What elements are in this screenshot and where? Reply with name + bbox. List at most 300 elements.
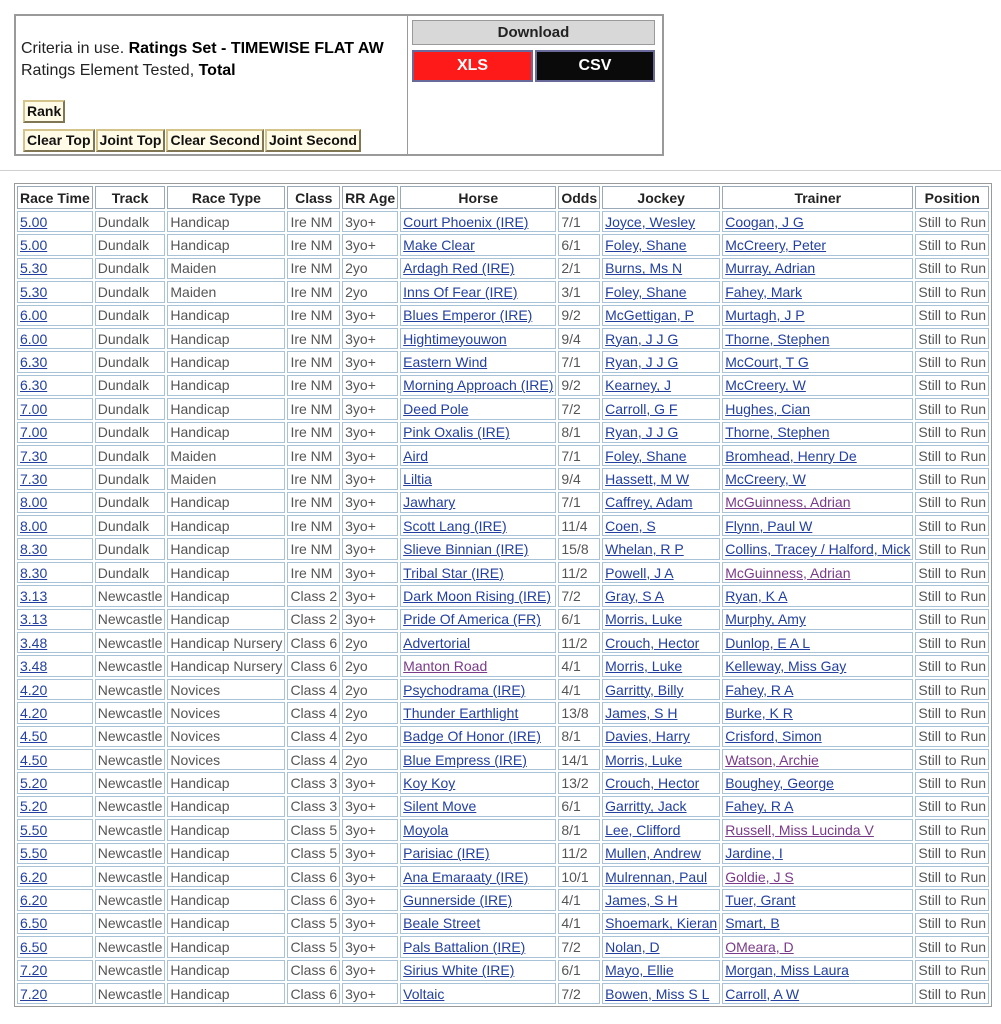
jockey-link[interactable]: Burns, Ms N <box>605 260 683 277</box>
jockey-link[interactable]: Lee, Clifford <box>605 821 681 838</box>
horse-link[interactable]: Pals Battalion (IRE) <box>403 938 526 955</box>
race-time-link[interactable]: 7.00 <box>20 424 48 441</box>
cell-rr-age: 3yo+ <box>342 351 398 372</box>
horse-link[interactable]: Deed Pole <box>403 400 469 417</box>
cell-horse <box>400 632 556 653</box>
race-time-link[interactable]: 3.13 <box>20 611 48 628</box>
jockey-link[interactable]: McGettigan, P <box>605 307 694 324</box>
table-row <box>17 515 989 536</box>
horse-link[interactable]: Scott Lang (IRE) <box>403 517 507 534</box>
cell-odds: 11/2 <box>558 562 600 583</box>
cell-position: Still to Run <box>915 960 989 981</box>
horse-link[interactable]: Ana Emaraaty (IRE) <box>403 868 529 885</box>
cell-jockey <box>602 211 720 232</box>
jockey-link[interactable]: Powell, J A <box>605 564 674 581</box>
clear-top-button[interactable]: Clear Top <box>23 129 95 152</box>
cell-track: Newcastle <box>95 983 166 1004</box>
cell-rr-age: 3yo+ <box>342 960 398 981</box>
race-time-link[interactable]: 5.50 <box>20 845 48 862</box>
race-time-link[interactable]: 8.30 <box>20 564 48 581</box>
cell-odds: 9/4 <box>558 328 600 349</box>
jockey-link[interactable]: Kearney, J <box>605 377 672 394</box>
horse-link[interactable]: Badge Of Honor (IRE) <box>403 728 541 745</box>
jockey-link[interactable]: Crouch, Hector <box>605 775 700 792</box>
jockey-link[interactable]: Ryan, J J G <box>605 330 679 347</box>
results-body <box>17 211 989 1004</box>
cell-race-type: Handicap <box>167 211 285 232</box>
cell-horse <box>400 960 556 981</box>
horse-link[interactable]: Ardagh Red (IRE) <box>403 260 515 277</box>
cell-rr-age: 3yo+ <box>342 445 398 466</box>
cell-race-time <box>17 866 93 887</box>
cell-race-time <box>17 398 93 419</box>
cell-race-time <box>17 538 93 559</box>
cell-race-time <box>17 609 93 630</box>
cell-trainer <box>722 375 913 396</box>
horse-link[interactable]: Court Phoenix (IRE) <box>403 213 529 230</box>
horse-link[interactable]: Hightimeyouwon <box>403 330 507 347</box>
cell-jockey <box>602 702 720 723</box>
jockey-link[interactable]: Foley, Shane <box>605 447 687 464</box>
jockey-link[interactable]: Morris, Luke <box>605 611 683 628</box>
horse-link[interactable]: Blue Empress (IRE) <box>403 751 527 768</box>
cell-class: Ire NM <box>287 351 340 372</box>
cell-rr-age: 2yo <box>342 679 398 700</box>
jockey-link[interactable]: Mayo, Ellie <box>605 962 674 979</box>
trainer-link[interactable]: Thorne, Stephen <box>725 330 830 347</box>
cell-race-type: Novices <box>167 679 285 700</box>
column-header-jockey: Jockey <box>602 186 720 209</box>
cell-track: Newcastle <box>95 960 166 981</box>
cell-odds: 7/1 <box>558 492 600 513</box>
cell-horse <box>400 258 556 279</box>
table-row <box>17 351 989 372</box>
column-header-trainer: Trainer <box>722 186 913 209</box>
horse-link[interactable]: Manton Road <box>403 658 488 675</box>
jockey-link[interactable]: Garritty, Billy <box>605 681 684 698</box>
cell-race-type: Handicap <box>167 960 285 981</box>
jockey-link[interactable]: Mullen, Andrew <box>605 845 701 862</box>
cell-position: Still to Run <box>915 515 989 536</box>
cell-odds: 11/2 <box>558 843 600 864</box>
trainer-link[interactable]: Collins, Tracey / Halford, Mick <box>725 541 911 558</box>
cell-class: Class 6 <box>287 866 340 887</box>
cell-track: Newcastle <box>95 889 166 910</box>
cell-class: Class 3 <box>287 772 340 793</box>
cell-horse <box>400 679 556 700</box>
cell-trainer <box>722 585 913 606</box>
cell-position: Still to Run <box>915 843 989 864</box>
cell-race-time <box>17 819 93 840</box>
table-row <box>17 281 989 302</box>
joint-top-button[interactable]: Joint Top <box>96 129 166 152</box>
cell-track: Dundalk <box>95 468 166 489</box>
cell-class: Class 4 <box>287 726 340 747</box>
race-time-link[interactable]: 4.50 <box>20 751 48 768</box>
cell-position: Still to Run <box>915 305 989 326</box>
trainer-link[interactable]: Carroll, A W <box>725 985 800 1002</box>
horse-link[interactable]: Voltaic <box>403 985 445 1002</box>
cell-race-time <box>17 234 93 255</box>
jockey-link[interactable]: Coen, S <box>605 517 656 534</box>
jockey-link[interactable]: Foley, Shane <box>605 283 687 300</box>
race-time-link[interactable]: 6.50 <box>20 915 48 932</box>
cell-position: Still to Run <box>915 936 989 957</box>
cell-race-type: Handicap <box>167 422 285 443</box>
cell-trainer <box>722 772 913 793</box>
table-row <box>17 538 989 559</box>
cell-race-type: Handicap <box>167 866 285 887</box>
cell-rr-age: 3yo+ <box>342 609 398 630</box>
trainer-link[interactable]: McGuinness, Adrian <box>725 564 851 581</box>
race-time-link[interactable]: 3.13 <box>20 587 48 604</box>
cell-position: Still to Run <box>915 375 989 396</box>
race-time-link[interactable]: 7.30 <box>20 470 48 487</box>
divider <box>0 170 1001 171</box>
trainer-link[interactable]: Russell, Miss Lucinda V <box>725 821 874 838</box>
trainer-link[interactable]: Flynn, Paul W <box>725 517 813 534</box>
jockey-link[interactable]: Shoemark, Kieran <box>605 915 718 932</box>
cell-race-type: Handicap <box>167 328 285 349</box>
horse-link[interactable]: Slieve Binnian (IRE) <box>403 541 529 558</box>
jockey-link[interactable]: Caffrey, Adam <box>605 494 693 511</box>
horse-link[interactable]: Eastern Wind <box>403 354 488 371</box>
trainer-link[interactable]: Tuer, Grant <box>725 892 796 909</box>
cell-rr-age: 2yo <box>342 258 398 279</box>
trainer-link[interactable]: Dunlop, E A L <box>725 634 811 651</box>
jockey-link[interactable]: Crouch, Hector <box>605 634 700 651</box>
cell-odds: 6/1 <box>558 234 600 255</box>
trainer-link[interactable]: Morgan, Miss Laura <box>725 962 849 979</box>
cell-trainer <box>722 328 913 349</box>
cell-position: Still to Run <box>915 632 989 653</box>
table-row <box>17 843 989 864</box>
cell-class: Class 5 <box>287 843 340 864</box>
race-time-link[interactable]: 5.20 <box>20 775 48 792</box>
jockey-link[interactable]: Nolan, D <box>605 938 660 955</box>
column-header-class: Class <box>287 186 340 209</box>
trainer-link[interactable]: Fahey, Mark <box>725 283 802 300</box>
jockey-link[interactable]: Gray, S A <box>605 587 665 604</box>
jockey-link[interactable]: James, S H <box>605 892 678 909</box>
trainer-link[interactable]: Murphy, Amy <box>725 611 806 628</box>
cell-track: Newcastle <box>95 679 166 700</box>
cell-horse <box>400 819 556 840</box>
trainer-link[interactable]: Fahey, R A <box>725 681 794 698</box>
race-time-link[interactable]: 4.20 <box>20 681 48 698</box>
cell-horse <box>400 328 556 349</box>
trainer-link[interactable]: Fahey, R A <box>725 798 794 815</box>
race-time-link[interactable]: 8.30 <box>20 541 48 558</box>
race-time-link[interactable]: 6.30 <box>20 354 48 371</box>
cell-odds: 4/1 <box>558 889 600 910</box>
cell-race-type: Maiden <box>167 281 285 302</box>
cell-horse <box>400 913 556 934</box>
jockey-link[interactable]: Joyce, Wesley <box>605 213 696 230</box>
cell-position: Still to Run <box>915 211 989 232</box>
cell-track: Newcastle <box>95 749 166 770</box>
csv-download-button[interactable]: CSV <box>535 50 655 82</box>
jockey-link[interactable]: Ryan, J J G <box>605 354 679 371</box>
jockey-link[interactable]: James, S H <box>605 704 678 721</box>
cell-jockey <box>602 726 720 747</box>
table-row <box>17 328 989 349</box>
horse-link[interactable]: Pink Oxalis (IRE) <box>403 424 510 441</box>
cell-race-type: Handicap <box>167 375 285 396</box>
race-time-link[interactable]: 5.20 <box>20 798 48 815</box>
trainer-link[interactable]: OMeara, D <box>725 938 794 955</box>
horse-link[interactable]: Sirius White (IRE) <box>403 962 515 979</box>
horse-link[interactable]: Gunnerside (IRE) <box>403 892 513 909</box>
horse-link[interactable]: Morning Approach (IRE) <box>403 377 554 394</box>
criteria-prefix: Criteria in use. <box>21 40 129 57</box>
horse-link[interactable]: Thunder Earthlight <box>403 704 519 721</box>
cell-jockey <box>602 796 720 817</box>
column-header-race-time: Race Time <box>17 186 93 209</box>
horse-link[interactable]: Pride Of America (FR) <box>403 611 541 628</box>
jockey-link[interactable]: Hassett, M W <box>605 470 690 487</box>
jockey-link[interactable]: Bowen, Miss S L <box>605 985 710 1002</box>
column-header-odds: Odds <box>558 186 600 209</box>
cell-trainer <box>722 960 913 981</box>
race-time-link[interactable]: 6.20 <box>20 868 48 885</box>
cell-race-time <box>17 515 93 536</box>
cell-horse <box>400 772 556 793</box>
trainer-link[interactable]: Murray, Adrian <box>725 260 816 277</box>
cell-jockey <box>602 515 720 536</box>
horse-link[interactable]: Dark Moon Rising (IRE) <box>403 587 551 604</box>
horse-link[interactable]: Inns Of Fear (IRE) <box>403 283 518 300</box>
race-time-link[interactable]: 5.00 <box>20 237 48 254</box>
trainer-link[interactable]: Kelleway, Miss Gay <box>725 658 847 675</box>
cell-race-type: Handicap <box>167 515 285 536</box>
trainer-link[interactable]: Bromhead, Henry De <box>725 447 857 464</box>
cell-race-type: Maiden <box>167 258 285 279</box>
jockey-link[interactable]: Morris, Luke <box>605 658 683 675</box>
horse-link[interactable]: Advertorial <box>403 634 471 651</box>
cell-race-type: Novices <box>167 702 285 723</box>
cell-odds: 7/2 <box>558 398 600 419</box>
cell-race-time <box>17 960 93 981</box>
cell-horse <box>400 655 556 676</box>
jockey-link[interactable]: Mulrennan, Paul <box>605 868 708 885</box>
cell-horse <box>400 375 556 396</box>
cell-class: Class 6 <box>287 960 340 981</box>
horse-link[interactable]: Blues Emperor (IRE) <box>403 307 533 324</box>
jockey-link[interactable]: Morris, Luke <box>605 751 683 768</box>
horse-link[interactable]: Beale Street <box>403 915 481 932</box>
cell-race-time <box>17 843 93 864</box>
trainer-link[interactable]: McCourt, T G <box>725 354 809 371</box>
criteria-cell <box>16 16 408 154</box>
cell-track: Newcastle <box>95 843 166 864</box>
cell-odds: 6/1 <box>558 960 600 981</box>
horse-link[interactable]: Liltia <box>403 470 432 487</box>
jockey-link[interactable]: Foley, Shane <box>605 237 687 254</box>
cell-trainer <box>722 609 913 630</box>
cell-race-type: Handicap <box>167 234 285 255</box>
table-row <box>17 234 989 255</box>
cell-position: Still to Run <box>915 889 989 910</box>
race-time-link[interactable]: 7.30 <box>20 447 48 464</box>
trainer-link[interactable]: Burke, K R <box>725 704 793 721</box>
cell-horse <box>400 398 556 419</box>
horse-link[interactable]: Make Clear <box>403 237 475 254</box>
cell-trainer <box>722 983 913 1004</box>
table-row <box>17 305 989 326</box>
cell-horse <box>400 726 556 747</box>
column-header-race-type: Race Type <box>167 186 285 209</box>
race-time-link[interactable]: 7.20 <box>20 962 48 979</box>
cell-race-time <box>17 726 93 747</box>
race-time-link[interactable]: 6.00 <box>20 307 48 324</box>
cell-horse <box>400 936 556 957</box>
column-header-horse: Horse <box>400 186 556 209</box>
race-time-link[interactable]: 6.00 <box>20 330 48 347</box>
cell-trainer <box>722 796 913 817</box>
horse-link[interactable]: Parisiac (IRE) <box>403 845 490 862</box>
cell-trainer <box>722 538 913 559</box>
cell-race-type: Handicap <box>167 936 285 957</box>
trainer-link[interactable]: Smart, B <box>725 915 780 932</box>
cell-race-type: Handicap <box>167 889 285 910</box>
cell-position: Still to Run <box>915 819 989 840</box>
cell-jockey <box>602 983 720 1004</box>
cell-race-type: Handicap <box>167 772 285 793</box>
horse-link[interactable]: Tribal Star (IRE) <box>403 564 504 581</box>
race-time-link[interactable]: 6.30 <box>20 377 48 394</box>
trainer-link[interactable]: McCreery, W <box>725 377 806 394</box>
horse-link[interactable]: Moyola <box>403 821 449 838</box>
cell-horse <box>400 211 556 232</box>
trainer-link[interactable]: Hughes, Cian <box>725 400 811 417</box>
table-row <box>17 585 989 606</box>
trainer-link[interactable]: Ryan, K A <box>725 587 788 604</box>
jockey-link[interactable]: Garritty, Jack <box>605 798 687 815</box>
cell-rr-age: 3yo+ <box>342 398 398 419</box>
race-time-link[interactable]: 6.50 <box>20 938 48 955</box>
race-time-link[interactable]: 6.20 <box>20 892 48 909</box>
trainer-link[interactable]: Crisford, Simon <box>725 728 822 745</box>
horse-link[interactable]: Silent Move <box>403 798 477 815</box>
race-time-link[interactable]: 5.50 <box>20 821 48 838</box>
cell-position: Still to Run <box>915 538 989 559</box>
cell-class: Class 6 <box>287 655 340 676</box>
cell-odds: 4/1 <box>558 679 600 700</box>
cell-trainer <box>722 726 913 747</box>
jockey-link[interactable]: Carroll, G F <box>605 400 678 417</box>
table-row <box>17 796 989 817</box>
cell-race-time <box>17 913 93 934</box>
cell-class: Class 5 <box>287 913 340 934</box>
cell-jockey <box>602 538 720 559</box>
trainer-link[interactable]: Coogan, J G <box>725 213 804 230</box>
table-row <box>17 422 989 443</box>
cell-race-time <box>17 562 93 583</box>
trainer-link[interactable]: McGuinness, Adrian <box>725 494 851 511</box>
trainer-link[interactable]: Thorne, Stephen <box>725 424 830 441</box>
horse-link[interactable]: Aird <box>403 447 429 464</box>
cell-horse <box>400 702 556 723</box>
cell-rr-age: 3yo+ <box>342 819 398 840</box>
horse-link[interactable]: Psychodrama (IRE) <box>403 681 526 698</box>
race-time-link[interactable]: 3.48 <box>20 634 48 651</box>
cell-track: Dundalk <box>95 281 166 302</box>
cell-track: Dundalk <box>95 375 166 396</box>
table-row <box>17 609 989 630</box>
joint-second-button[interactable]: Joint Second <box>265 129 361 152</box>
cell-track: Newcastle <box>95 772 166 793</box>
race-time-link[interactable]: 8.00 <box>20 517 48 534</box>
cell-class: Class 4 <box>287 679 340 700</box>
race-time-link[interactable]: 7.20 <box>20 985 48 1002</box>
rank-button[interactable]: Rank <box>23 100 65 123</box>
horse-link[interactable]: Koy Koy <box>403 775 456 792</box>
cell-race-type: Handicap <box>167 492 285 513</box>
race-time-link[interactable]: 7.00 <box>20 400 48 417</box>
cell-trainer <box>722 515 913 536</box>
race-time-link[interactable]: 3.48 <box>20 658 48 675</box>
cell-odds: 8/1 <box>558 726 600 747</box>
cell-jockey <box>602 889 720 910</box>
cell-race-time <box>17 585 93 606</box>
jockey-link[interactable]: Whelan, R P <box>605 541 684 558</box>
trainer-link[interactable]: Jardine, I <box>725 845 783 862</box>
cell-rr-age: 3yo+ <box>342 538 398 559</box>
horse-link[interactable]: Jawhary <box>403 494 456 511</box>
cell-horse <box>400 351 556 372</box>
cell-rr-age: 3yo+ <box>342 866 398 887</box>
cell-horse <box>400 445 556 466</box>
filter-button-row <box>23 129 361 152</box>
cell-class: Class 6 <box>287 632 340 653</box>
jockey-link[interactable]: Ryan, J J G <box>605 424 679 441</box>
cell-rr-age: 3yo+ <box>342 211 398 232</box>
race-time-link[interactable]: 5.30 <box>20 260 48 277</box>
race-time-link[interactable]: 5.30 <box>20 283 48 300</box>
cell-jockey <box>602 609 720 630</box>
download-cell <box>408 16 662 154</box>
table-row <box>17 211 989 232</box>
cell-jockey <box>602 772 720 793</box>
race-time-link[interactable]: 4.20 <box>20 704 48 721</box>
cell-position: Still to Run <box>915 796 989 817</box>
cell-race-time <box>17 679 93 700</box>
trainer-link[interactable]: Murtagh, J P <box>725 307 805 324</box>
xls-download-button[interactable]: XLS <box>412 50 533 82</box>
race-time-link[interactable]: 8.00 <box>20 494 48 511</box>
cell-race-type: Novices <box>167 726 285 747</box>
cell-jockey <box>602 305 720 326</box>
trainer-link[interactable]: Goldie, J S <box>725 868 794 885</box>
trainer-link[interactable]: Watson, Archie <box>725 751 819 768</box>
race-time-link[interactable]: 4.50 <box>20 728 48 745</box>
cell-trainer <box>722 234 913 255</box>
cell-track: Dundalk <box>95 562 166 583</box>
cell-track: Newcastle <box>95 796 166 817</box>
table-header-row <box>17 186 989 209</box>
cell-rr-age: 2yo <box>342 632 398 653</box>
trainer-link[interactable]: McCreery, W <box>725 470 806 487</box>
jockey-link[interactable]: Davies, Harry <box>605 728 690 745</box>
race-time-link[interactable]: 5.00 <box>20 213 48 230</box>
cell-trainer <box>722 281 913 302</box>
clear-second-button[interactable]: Clear Second <box>166 129 263 152</box>
trainer-link[interactable]: Boughey, George <box>725 775 834 792</box>
table-row <box>17 632 989 653</box>
trainer-link[interactable]: McCreery, Peter <box>725 237 827 254</box>
cell-track: Dundalk <box>95 398 166 419</box>
